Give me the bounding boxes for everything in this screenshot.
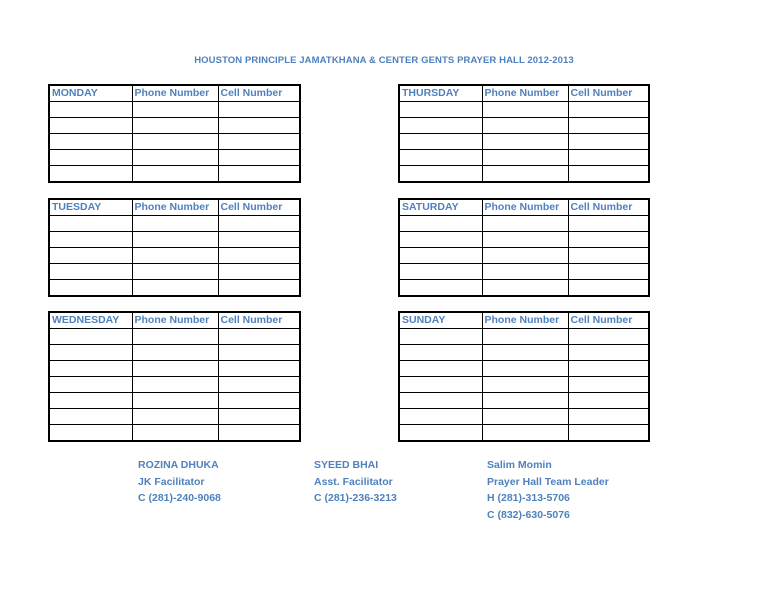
table-row — [49, 425, 300, 442]
cell-number-header: Cell Number — [568, 312, 649, 329]
monday-table — [48, 84, 301, 183]
day-label-thursday: THURSDAY — [399, 85, 482, 102]
table-header-row — [399, 199, 649, 216]
table-row — [49, 409, 300, 425]
day-label-sunday: SUNDAY — [399, 312, 482, 329]
page-title: HOUSTON PRINCIPLE JAMATKHANA & CENTER GENTS PRAYER HALL 2012-2013 — [194, 55, 574, 66]
table-header-row — [49, 199, 300, 216]
table-row — [399, 361, 649, 377]
sunday-table — [398, 311, 650, 442]
table-header-row — [399, 312, 649, 329]
table-row — [49, 345, 300, 361]
table-row — [399, 329, 649, 345]
thursday-table — [398, 84, 650, 183]
table-row — [399, 150, 649, 166]
table-row — [49, 377, 300, 393]
table-row — [49, 216, 300, 232]
table-row — [399, 425, 649, 442]
phone-number-header: Phone Number — [132, 85, 218, 102]
cell-number-header: Cell Number — [568, 85, 649, 102]
contact-name: Salim Momin — [487, 459, 552, 471]
table-row — [399, 248, 649, 264]
table-header-row — [49, 312, 300, 329]
contact-salim-momin — [487, 457, 609, 523]
contact-role: JK Facilitator — [138, 475, 205, 488]
cell-number-header: Cell Number — [218, 312, 300, 329]
day-label-wednesday: WEDNESDAY — [49, 312, 132, 329]
table-row — [49, 361, 300, 377]
phone-number-header: Phone Number — [482, 85, 568, 102]
phone-number-header: Phone Number — [132, 199, 218, 216]
phone-number-header: Phone Number — [482, 199, 568, 216]
saturday-table — [398, 198, 650, 297]
table-row — [399, 393, 649, 409]
table-row — [49, 280, 300, 297]
cell-number-header: Cell Number — [568, 199, 649, 216]
day-label-saturday: SATURDAY — [399, 199, 482, 216]
table-row — [49, 102, 300, 118]
contact-role: Prayer Hall Team Leader — [487, 475, 609, 488]
contact-name: ROZINA DHUKA — [138, 459, 219, 471]
day-label-tuesday: TUESDAY — [49, 199, 132, 216]
table-row — [399, 118, 649, 134]
cell-number-header: Cell Number — [218, 85, 300, 102]
contact-syeed-bhai — [314, 457, 397, 507]
table-header-row — [49, 85, 300, 102]
table-row — [49, 150, 300, 166]
contact-role: Asst. Facilitator — [314, 475, 393, 488]
day-label-monday: MONDAY — [49, 85, 132, 102]
contact-phone-cell: C (832)-630-5076 — [487, 508, 570, 521]
contact-rozina-dhuka — [138, 457, 221, 507]
table-row — [49, 166, 300, 183]
table-row — [399, 377, 649, 393]
table-row — [49, 393, 300, 409]
cell-number-header: Cell Number — [218, 199, 300, 216]
table-row — [49, 248, 300, 264]
tuesday-table — [48, 198, 301, 297]
table-row — [49, 118, 300, 134]
table-row — [399, 409, 649, 425]
table-row — [399, 345, 649, 361]
table-row — [49, 329, 300, 345]
wednesday-table — [48, 311, 301, 442]
contact-phone: C (281)-236-3213 — [314, 492, 397, 504]
table-row — [399, 102, 649, 118]
table-header-row — [399, 85, 649, 102]
phone-number-header: Phone Number — [132, 312, 218, 329]
table-row — [49, 134, 300, 150]
table-row — [399, 264, 649, 280]
table-row — [399, 134, 649, 150]
contact-phone-home: H (281)-313-5706 — [487, 492, 570, 504]
table-row — [49, 232, 300, 248]
contact-phone: C (281)-240-9068 — [138, 492, 221, 504]
table-row — [399, 166, 649, 183]
phone-number-header: Phone Number — [482, 312, 568, 329]
table-row — [399, 280, 649, 297]
contact-name: SYEED BHAI — [314, 459, 379, 471]
table-row — [49, 264, 300, 280]
table-row — [399, 216, 649, 232]
table-row — [399, 232, 649, 248]
